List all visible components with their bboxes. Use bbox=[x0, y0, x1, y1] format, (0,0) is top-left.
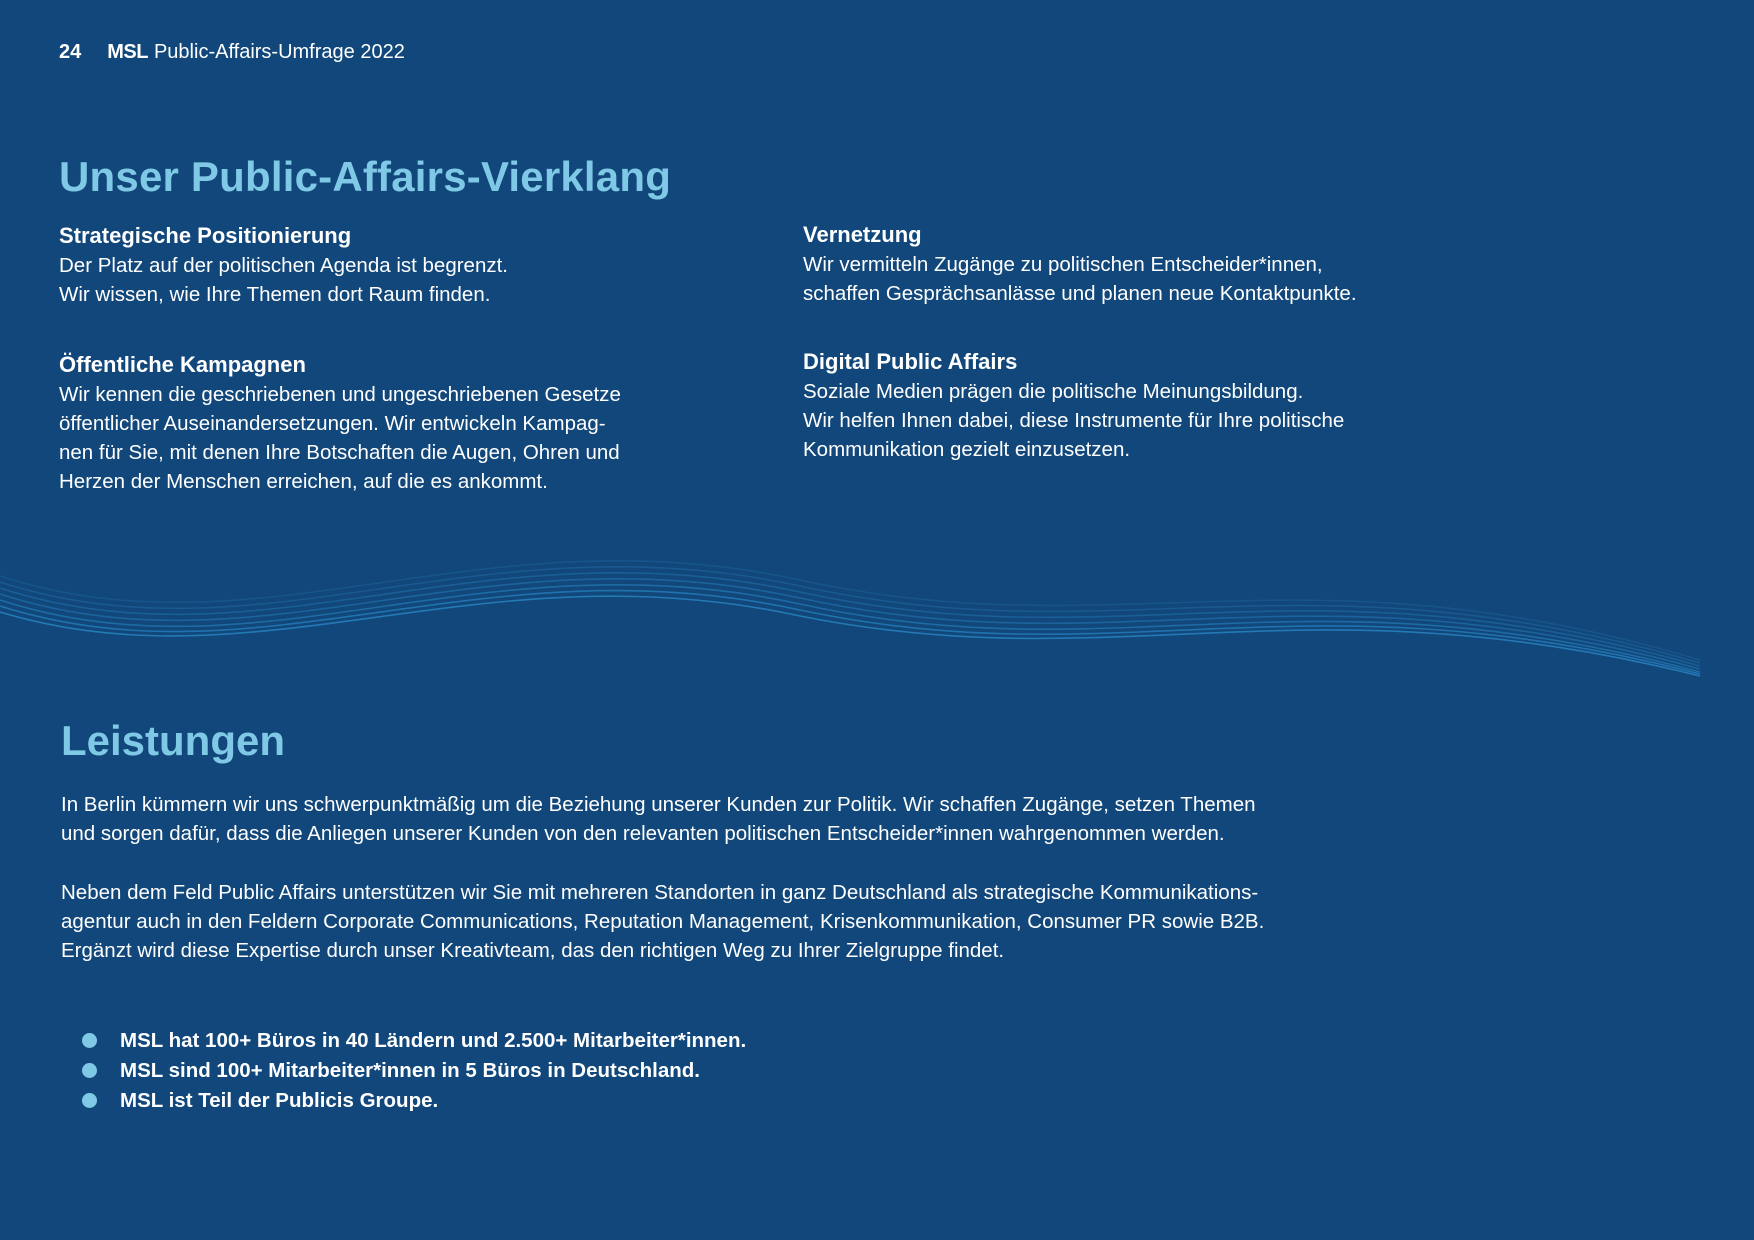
list-item-text: MSL sind 100+ Mitarbeiter*innen in 5 Büros in Deutschland. bbox=[120, 1059, 701, 1082]
block-heading: Strategische Positionierung bbox=[59, 223, 352, 248]
paragraph-berlin bbox=[61, 790, 1256, 848]
list-item bbox=[82, 1086, 746, 1116]
block-text-line: nen für Sie, mit denen Ihre Botschaften die Augen, Ohren und bbox=[59, 441, 620, 464]
block-text-line: Wir wissen, wie Ihre Themen dort Raum finden. bbox=[59, 283, 491, 306]
list-item-text: MSL ist Teil der Publicis Groupe. bbox=[120, 1089, 439, 1112]
paragraph-line: agentur auch in den Feldern Corporate Communications, Reputation Management, Krisenkommunikation, Consumer PR sowie B2B. bbox=[61, 910, 1265, 933]
block-text-line: öffentlicher Auseinandersetzungen. Wir entwickeln Kampag- bbox=[59, 412, 606, 435]
publication-title: Public-Affairs-Umfrage 2022 bbox=[153, 41, 405, 63]
page-number: 24 bbox=[59, 41, 82, 63]
block-digital-public-affairs bbox=[803, 347, 1344, 464]
block-text-line: Herzen der Menschen erreichen, auf die es ankommt. bbox=[59, 470, 548, 493]
paragraph-line: Neben dem Feld Public Affairs unterstützen wir Sie mit mehreren Standorten in ganz Deutschland als strategische Kommunikations- bbox=[61, 881, 1259, 904]
bullet-icon bbox=[82, 1063, 97, 1078]
decorative-wave-lines bbox=[0, 520, 1754, 690]
block-heading: Digital Public Affairs bbox=[803, 349, 1018, 374]
bullet-icon bbox=[82, 1033, 97, 1048]
block-text-line: Soziale Medien prägen die politische Meinungsbildung. bbox=[803, 380, 1304, 403]
block-text-line: Wir vermitteln Zugänge zu politischen Entscheider*innen, bbox=[803, 253, 1323, 276]
section-title-leistungen: Leistungen bbox=[61, 717, 286, 764]
list-item bbox=[82, 1026, 746, 1056]
brand-name: MSL bbox=[107, 41, 148, 63]
paragraph-line: und sorgen dafür, dass die Anliegen unserer Kunden von den relevanten politischen Entscheider*innen wahrgenommen werden. bbox=[61, 822, 1225, 845]
block-heading: Öffentliche Kampagnen bbox=[59, 352, 306, 377]
facts-list bbox=[82, 1026, 746, 1116]
list-item-text: MSL hat 100+ Büros in 40 Ländern und 2.500+ Mitarbeiter*innen. bbox=[120, 1029, 747, 1052]
block-strategische-positionierung bbox=[59, 221, 508, 309]
paragraph-standorte bbox=[61, 878, 1264, 965]
block-vernetzung bbox=[803, 220, 1357, 308]
block-text-line: Wir kennen die geschriebenen und ungeschriebenen Gesetze bbox=[59, 383, 621, 406]
list-item bbox=[82, 1056, 746, 1086]
bullet-icon bbox=[82, 1093, 97, 1108]
block-text-line: Wir helfen Ihnen dabei, diese Instrumente für Ihre politische bbox=[803, 409, 1345, 432]
paragraph-line: In Berlin kümmern wir uns schwerpunktmäßig um die Beziehung unserer Kunden zur Politik. Wir schaffen Zugänge, setzen Themen bbox=[61, 793, 1256, 816]
block-heading: Vernetzung bbox=[803, 222, 922, 247]
running-header bbox=[59, 38, 405, 66]
block-oeffentliche-kampagnen bbox=[59, 350, 621, 496]
block-text-line: Kommunikation gezielt einzusetzen. bbox=[803, 438, 1131, 461]
block-text-line: schaffen Gesprächsanlässe und planen neue Kontaktpunkte. bbox=[803, 282, 1357, 305]
block-text-line: Der Platz auf der politischen Agenda ist begrenzt. bbox=[59, 254, 508, 277]
section-title-vierklang: Unser Public-Affairs-Vierklang bbox=[59, 153, 672, 200]
paragraph-line: Ergänzt wird diese Expertise durch unser Kreativteam, das den richtigen Weg zu Ihrer Zielgruppe findet. bbox=[61, 939, 1005, 962]
